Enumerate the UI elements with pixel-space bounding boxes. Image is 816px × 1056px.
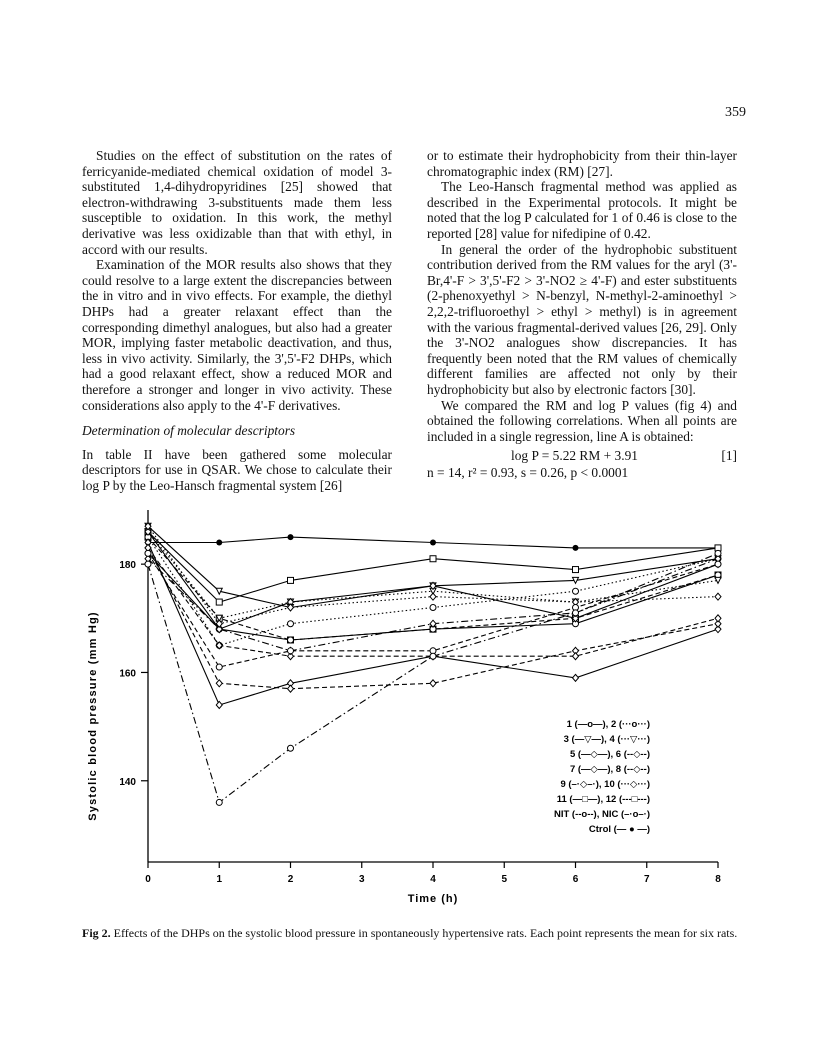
caption-label: Fig 2. [82, 926, 111, 940]
left-paragraph-3: In table II have been gathered some molecular descriptors for use in QSAR. We chose to calculate their log P by the Leo-Hansch fragmental system [26] [82, 446, 392, 493]
figure-caption [82, 926, 742, 940]
point-nit-1 [216, 664, 222, 670]
x-tick-label: 6 [572, 874, 579, 885]
point-5-1 [216, 701, 222, 708]
right-paragraph-2: The Leo-Hansch fragmental method was applied as described in the Experimental protocols. It might be noted that the log P calculated for 1 of 0.46 is close to the reported [28] value for nifedipine of 0.42. [427, 179, 737, 241]
caption-text: Effects of the DHPs on the systolic blood pressure in spontaneously hypertensive rats. Each point represents the mean for six rats. [110, 926, 738, 940]
right-paragraph-4: We compared the RM and log P values (fig 4) and obtained the following correlations. When all points are included in a single regression, line A is obtained: [427, 397, 737, 444]
x-tick-label: 4 [430, 874, 436, 885]
left-column [82, 148, 392, 493]
figure-2 [60, 500, 760, 920]
x-axis-label: Time (h) [407, 893, 459, 905]
point-2-2 [288, 621, 294, 627]
legend-entry: 5 (—◇—), 6 (--◇--) [569, 749, 650, 760]
point-ctrol-3 [430, 539, 436, 545]
point-nic-5 [715, 550, 721, 556]
y-axis-label: Systolic blood pressure (mm Hg) [87, 611, 99, 821]
point-nic-4 [573, 610, 579, 616]
section-heading: Determination of molecular descriptors [82, 423, 296, 439]
point-11-1 [216, 599, 222, 605]
point-2-3 [430, 604, 436, 610]
legend-entry: 1 (—o—), 2 (···o···) [566, 719, 650, 730]
series-line-6 [148, 548, 718, 689]
point-10-3 [430, 593, 436, 600]
regression-stats: n = 14, r² = 0.93, s = 0.26, p < 0.0001 [427, 464, 629, 480]
legend-entry: 7 (—◇—), 8 (--◇--) [569, 764, 650, 775]
point-ctrol-4 [573, 545, 579, 551]
y-tick-label: 140 [119, 776, 136, 788]
point-nit-0 [145, 550, 151, 556]
point-5-4 [573, 674, 579, 681]
x-tick-label: 5 [501, 874, 508, 885]
equation-number: [1] [721, 448, 737, 464]
right-column [427, 148, 737, 480]
legend-entry: Ctrol (— ● —) [588, 824, 650, 835]
x-tick-label: 7 [643, 874, 650, 885]
point-nit-5 [715, 561, 721, 567]
point-nic-3 [430, 653, 436, 659]
point-2-4 [573, 588, 579, 594]
point-ctrol-2 [288, 534, 294, 540]
point-8-4 [573, 653, 579, 660]
point-nic-2 [288, 745, 294, 751]
point-nic-0 [145, 561, 151, 567]
point-11-2 [288, 577, 294, 583]
point-11-3 [430, 556, 436, 562]
point-10-5 [715, 593, 721, 600]
legend-entry: NIT (--o--), NIC (–·o–·) [553, 809, 650, 820]
legend-entry: 3 (—▽—), 4 (···▽···) [563, 734, 650, 745]
x-tick-label: 1 [216, 874, 223, 885]
x-tick-label: 8 [715, 874, 721, 885]
left-paragraph-1: Studies on the effect of substitution on the rates of ferricyanide-mediated chemical oxidation of model 3-substituted 1,4-dihydropyridines [25] showed that electron-withdrawing 3-substituents made them less susceptible to oxidation. In this work, the methyl derivative was less oxidizable than that with ethyl, in accord with our results. [82, 148, 392, 257]
page-number: 359 [725, 105, 746, 120]
point-6-3 [430, 680, 436, 687]
point-11-4 [573, 567, 579, 573]
point-6-2 [288, 685, 294, 692]
series-line-7 [148, 532, 718, 629]
x-tick-label: 2 [287, 874, 294, 885]
legend-entry: 9 (–·◇–·), 10 (···◇···) [560, 779, 650, 790]
point-1-2 [288, 637, 294, 643]
point-6-1 [216, 680, 222, 687]
point-nic-1 [216, 799, 222, 805]
right-paragraph-1: or to estimate their hydrophobicity from their thin-layer chromatographic index (RM) [27]. [427, 148, 737, 179]
equation-1 [427, 448, 737, 464]
right-paragraph-3: In general the order of the hydrophobic substituent contribution derived from the RM values for the aryl (3'-Br,4'-F > 3',5'-F2 > 3'-NO2 ≥ 4'-F) and ester substituents (2-phenoxyethyl > N-benzyl, N-methyl-2-aminoethyl > 2,2,2-trifluoroethyl > ethyl > methyl) is in agreement with the various fragmental-derived values [26, 29]. Only the 3'-NO2 analogues show discrepancies. It has frequently been noted that the RM values of chemically different families are affected not only by their hydrophobicity but also by electronic factors [30]. [427, 241, 737, 397]
y-tick-label: 180 [119, 560, 136, 572]
point-8-5 [715, 615, 721, 622]
y-tick-label: 160 [119, 668, 136, 680]
equation-text: log P = 5.22 RM + 3.91 [511, 448, 638, 464]
point-ctrol-1 [216, 539, 222, 545]
point-nit-2 [288, 648, 294, 654]
x-tick-label: 0 [145, 874, 151, 885]
x-tick-label: 3 [358, 874, 365, 885]
legend-entry: 11 (—□—), 12 (---□---) [556, 794, 650, 805]
left-paragraph-2: Examination of the MOR results also shows that they could resolve to a large extent the discrepancies between the in vitro and in vivo effects. For example, the diethyl DHPs had a greater relaxant effect than the corresponding dimethyl analogues, but also had a greater MOR, implying faster metabolic deactivation, and thus, less in vivo activity. Similarly, the 3',5'-F2 DHPs, which had a good relaxant effect, show a reduced MOR and therefore a stronger and longer in vivo activity. These considerations also apply to the 4'-F derivatives. [82, 257, 392, 413]
bp-chart [60, 500, 760, 920]
